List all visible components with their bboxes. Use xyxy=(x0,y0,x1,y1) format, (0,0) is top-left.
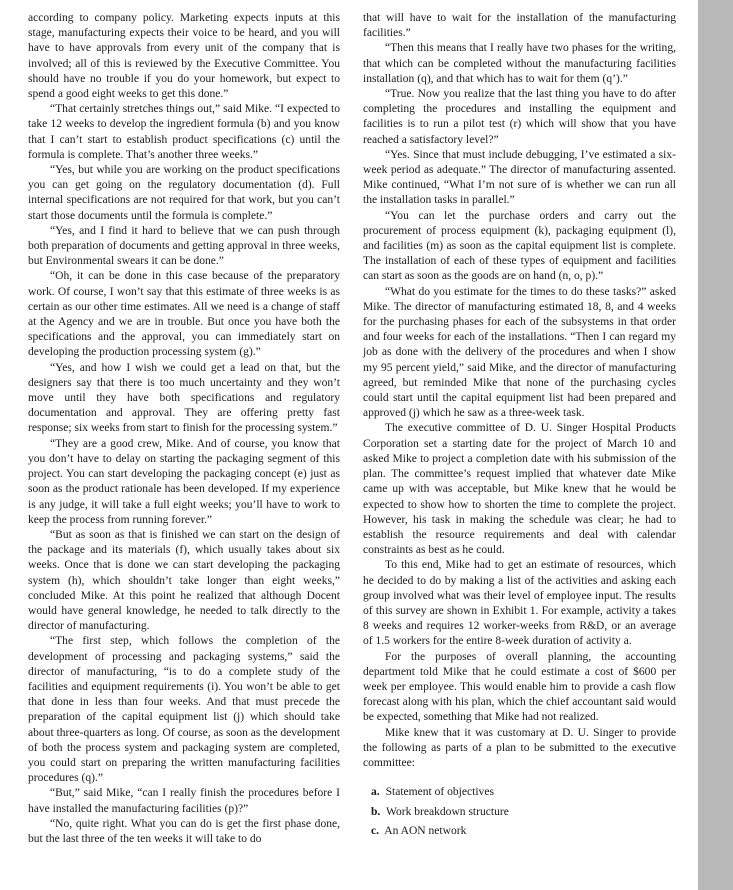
list-item xyxy=(371,824,676,839)
paragraph: “You can let the purchase orders and carry out the procurement of process equipment (k), packaging equipment (l), and facilities (m) as soon as the capital equipment list is complete. The installation of each of these types of equipment and facilities can start as soon as the goods are on hand (n, o, p).” xyxy=(363,209,676,283)
paragraph: “The first step, which follows the completion of the development of processing and packaging systems,” said the director of manufacturing, “is to do a complete study of the facilities and equipment requirements (i). You won’t be able to get that done in less than four weeks. And that must precede the preparation of the capital equipment list (j) which should take about three-quarters as long. Of course, as soon as the development of both the process system and packaging system are completed, you could start on preparing the written manufacturing facilities procedures (q).” xyxy=(28,635,340,785)
list-item xyxy=(371,785,676,800)
right-text-column xyxy=(363,11,676,844)
paragraph: “But,” said Mike, “can I really finish the procedures before I have installed the manufacturing facilities (p)?” xyxy=(28,787,340,815)
paragraph: according to company policy. Marketing expects inputs at this stage, manufacturing expects their voice to be heard, and you will have to have approvals from every unit of the company that is involved; all of this is reviewed by the Executive Committee. You should have no trouble if you do your homework, but expect to spend a good eight weeks to get this done.” xyxy=(28,12,340,101)
paragraph: “No, quite right. What you can do is get the first phase done, but the last three of the ten weeks it will take to do xyxy=(28,817,340,845)
paragraph: “What do you estimate for the times to do these tasks?” asked Mike. The director of manufacturing estimated 18, 8, and 4 weeks for the purchasing phases for each of the subsystems in that order and four weeks for each of the installations. “Then I can regard my job as done with the delivery of the procedures and when I show my 95 percent yield,” said Mike, and the director of manufacturing agreed, but reminded Mike that none of the purchasing cycles could start until the capital equipment list had been prepared and approved (j) which he saw as a three-week task. xyxy=(363,285,676,420)
paragraph: “That certainly stretches things out,” said Mike. “I expected to take 12 weeks to develop the ingredient formula (b) and you know that I can’t start to establish product specifications (c) until the formula is complete. That’s another three weeks.” xyxy=(28,103,340,161)
paragraph: “True. Now you realize that the last thing you have to do after completing the procedures and installing the equipment and facilities is to run a pilot test (r) which will show that you have reached a satisfactory level?” xyxy=(363,88,676,146)
list-item-letter: b. xyxy=(371,805,381,818)
paragraph: that will have to wait for the installation of the manufacturing facilities.” xyxy=(363,12,676,40)
paragraph: The executive committee of D. U. Singer Hospital Products Corporation set a starting date for the project of March 10 and asked Mike to project a completion date with his submission of the plan. The committee’s request implied that whatever date Mike came up with was acceptable, but Mike knew that he would be expected to show how to shorten the time to complete the project. However, his task in making the schedule was clear; he had to establish the resource requirements and deal with calendar constraints as best as he could. xyxy=(363,422,676,557)
list-item-letter: a. xyxy=(371,786,380,799)
paragraph: “Oh, it can be done in this case because of the preparatory work. Of course, I won’t say that this estimate of three weeks is as certain as our other time estimates. All we need is a change of staff at the Agency and we are in trouble. But once you have both the specifications and the approval, you can immediately start on developing the production processing system (g).” xyxy=(28,270,340,359)
paragraph: “But as soon as that is finished we can start on the design of the package and its materials (f), which usually takes about six weeks. Once that is done we can start developing the packaging system (h), which shouldn’t take longer than eight weeks,” concluded Mike. At this point he realized that although Docent would have general knowledge, he needed to talk directly to the director of manufacturing. xyxy=(28,528,340,633)
paragraph: “Yes, but while you are working on the product specifications you can get going on the regulatory documentation (d). Full internal specifications are not required for that work, but you can’t start those documents until the formula is complete.” xyxy=(28,164,340,222)
plan-requirements-list xyxy=(363,785,676,839)
list-item-text: Work breakdown structure xyxy=(386,805,509,818)
page-edge-shadow xyxy=(698,0,733,890)
paragraph: For the purposes of overall planning, the accounting department told Mike that he could estimate a cost of $600 per week per employee. This would enable him to provide a cash flow forecast along with his plan, which the chief accountant said would be expected, something that Mike had not realized. xyxy=(363,650,676,724)
list-item-letter: c. xyxy=(371,825,380,838)
paragraph: To this end, Mike had to get an estimate of resources, which he decided to do by making a list of the activities and asking each group involved what was their level of employee input. The results of this survey are shown in Exhibit 1. For example, activity a takes 8 weeks and requires 12 worker-weeks from R&D, or an average of 1.5 workers for the entire 8-week duration of activity a. xyxy=(363,559,676,648)
list-item-text: An AON network xyxy=(384,825,467,838)
list-item-text: Statement of objectives xyxy=(385,786,494,799)
paragraph: “Then this means that I really have two phases for the writing, that which can be completed without the manufacturing facilities installation (q), and that which has to wait for them (q’).” xyxy=(363,42,676,85)
paragraph: “Yes. Since that must include debugging, I’ve estimated a six-week period as adequate.” The director of manufacturing assented. Mike continued, “What I’m not sure of is whether we can run all the installation tasks in parallel.” xyxy=(363,148,676,207)
paragraph: Mike knew that it was customary at D. U. Singer to provide the following as parts of a plan to be submitted to the executive committee: xyxy=(363,726,676,769)
left-text-column xyxy=(28,11,340,847)
paragraph: “Yes, and how I wish we could get a lead on that, but the designers say that there is too much uncertainty and they won’t move until they have both specifications and regulatory documentation and approval. They are offering pretty fast response; six weeks from start to finish for the processing system.” xyxy=(28,361,340,435)
paragraph: “Yes, and I find it hard to believe that we can push through both preparation of documents and getting approval in three weeks, but Environmental swears it can be done.” xyxy=(28,224,340,268)
paragraph: “They are a good crew, Mike. And of course, you know that you don’t have to delay on starting the packaging segment of this project. You can start developing the packaging concept (e) just as soon as the product rationale has been developed. If my experience is any judge, it will take a full eight weeks; you’ll have to work to keep the process from running forever.” xyxy=(28,437,340,526)
list-item xyxy=(371,805,676,820)
